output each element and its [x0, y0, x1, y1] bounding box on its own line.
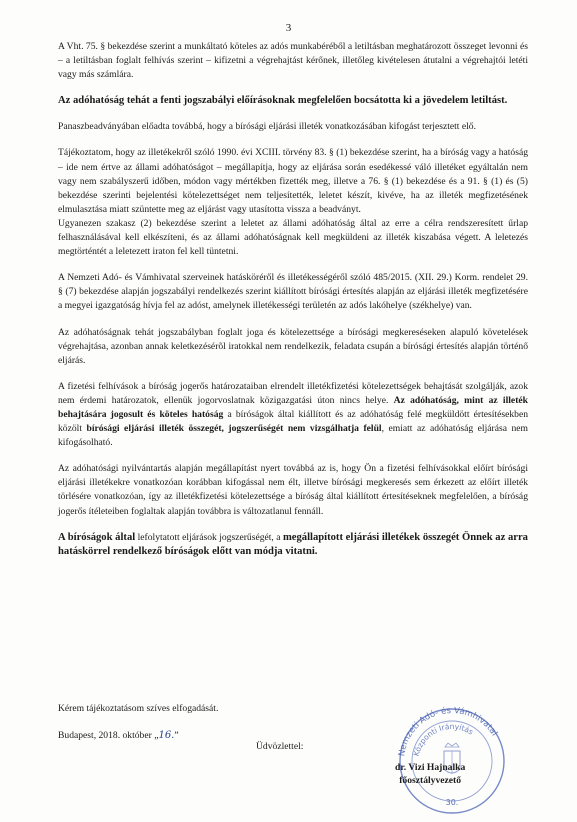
- p10-bold-c: megállapított eljárási illetékek összegét Önnek az arra hatáskörrel rendelkező bíróságok előtt van módja vitatni.: [58, 531, 528, 557]
- stamp-text-top: Nemzeti Adó- és Vámhivatal: [397, 705, 500, 757]
- p8-bold-d: bírósági eljárási illeték összegét, jogszerűségét nem vizsgálhatja felül: [86, 423, 382, 435]
- paragraph-fizetesi-felhivas: [58, 380, 528, 450]
- paragraph-complaint: Panaszbeadványában előadta továbbá, hogy a bírósági eljárási illeték vonatkozásában kifogást terjesztett elő.: [58, 121, 476, 133]
- stamp-number: 30.: [445, 798, 459, 807]
- document-body: [58, 40, 528, 571]
- closing-line: Kérem tájékoztatásom szíves elfogadását.: [58, 703, 219, 714]
- signer-name: dr. Vizi Hajnalka: [395, 762, 466, 773]
- paragraph-korm-rendelet: A Nemzeti Adó- és Vámhivatal szerveinek hatásköréről és illetékességéről szóló 485/2015. (XII. 29.) Korm. rendelet 29. § (7) bekezdése alapján jogszabályi rendelkezés szerint kiállított bírósági értesítés alapján az eljárási illeték megfizetésére a megyei igazgatóság hívja fel az adóst, amelynek illetékességi területén az adós lakóhelye (székhelye) van.: [58, 272, 528, 312]
- date-prefix: Budapest, 2018. október „: [58, 730, 159, 741]
- p8-bold-b: Az adóhatóság, mint az illeték behajtására jogosult és köteles hatóság: [58, 394, 528, 420]
- page-number: 3: [285, 22, 292, 34]
- p8-text-e: , emiatt az adóhatóság eljárása nem kifogásolható.: [58, 423, 528, 449]
- signature-block: [395, 761, 465, 787]
- p10-text-b: lefolytatott eljárások jogszerűségét, a: [135, 531, 283, 543]
- date-suffix: ”: [174, 730, 179, 741]
- date-line: [58, 730, 179, 741]
- paragraph-lelet: Ugyanezen szakasz (2) bekezdése szerint a leletet az állami adóhatóság által az erre a célra rendszeresített űrlap felhasználásával kell elkészíteni, és az állami adóhatóságnak kell megküldeni az illeték kiszabása végett. A leletezés megtörténtét a leletezett iraton fel kell tüntetni.: [58, 217, 528, 258]
- date-handwritten: 16.: [158, 730, 175, 741]
- signer-title: főosztályvezető: [399, 775, 462, 786]
- paragraph-vht: A Vht. 75. § bekezdése szerint a munkáltató köteles az adós munkabéréből a letiltásban meghatározott összeget levonni és – a letiltásban foglalt felhívás szerint – kifizetni a végrehajtást kérőnek, illetőleg kivételesen átutalni a végrehajtói letéti vagy más számlára.: [58, 41, 528, 81]
- p8-text-c: a bíróságok által kiállított és az adóhatóság felé megküldött értesítésekben közölt: [58, 408, 528, 435]
- official-stamp: [382, 695, 522, 815]
- stamp-text-inner: Központi Irányítás: [411, 721, 475, 758]
- paragraph-conclusion: Az adóhatóság tehát a fenti jogszabályi előírásoknak megfelelően bocsátotta ki a jövedelem letiltást.: [58, 95, 508, 107]
- paragraph-illetek-law: Tájékoztatom, hogy az illetékekről szóló 1990. évi XCIII. törvény 83. § (1) bekezdése szerint, ha a bíróság vagy a hatóság – ide nem értve az állami adóhatóságot – megállapítja, hogy az eljárása során esedékessé váló illetéket egyáltalán nem vagy nem szabályszerű időben, módon vagy mértékben fizették meg, illetve a 76. § (1) bekezdése és a 91. § (1) és (5) bekezdése szerinti bejelentési kötelezettséget nem teljesítették, leletet készít, kivéve, ha az illeték megfizetésének elmulasztása miatt szüntette meg az eljárást vagy utasította vissza a beadványt.: [58, 147, 528, 215]
- paragraph-courts: [58, 531, 528, 559]
- p8-text-a: A fizetési felhívások a bíróság jogerős határozataiban elrendelt illetékfizetési kötelezettségek behajtását szolgálják, azok nem érdemi határozatok, ellenük jogorvoslatnak közigazgatási úton nincs helye.: [58, 380, 528, 406]
- p10-bold-a: A bíróságok által: [58, 531, 136, 543]
- paragraph-authority-right: Az adóhatóságnak tehát jogszabályban foglalt joga és kötelezettsége a bírósági megkereséseken alapuló követelések végrehajtása, azonban annak keletkezésérõl iratokkal nem rendelkezik, feladata csupán a bírósági értesítés alapján történő eljárás.: [58, 326, 528, 366]
- paragraph-registry: Az adóhatósági nyilvántartás alapján megállapítást nyert továbbá az is, hogy Ön a fizetési felhívásokkal előírt bírósági eljárási illetékekre vonatkozóan korábban kifogással nem élt, illetve bírósági megkeresés sem érkezett az előírt illeték törlésére vonatkozóan, így az illetékfizetési kötelezettsége a bíróság által kiállított értesítéseknek megfelelően, a bíróság jogerős ítéleteiben foglaltak alapján továbbra is változatlanul fennáll.: [58, 463, 528, 517]
- greeting: Üdvözlettel:: [256, 741, 304, 752]
